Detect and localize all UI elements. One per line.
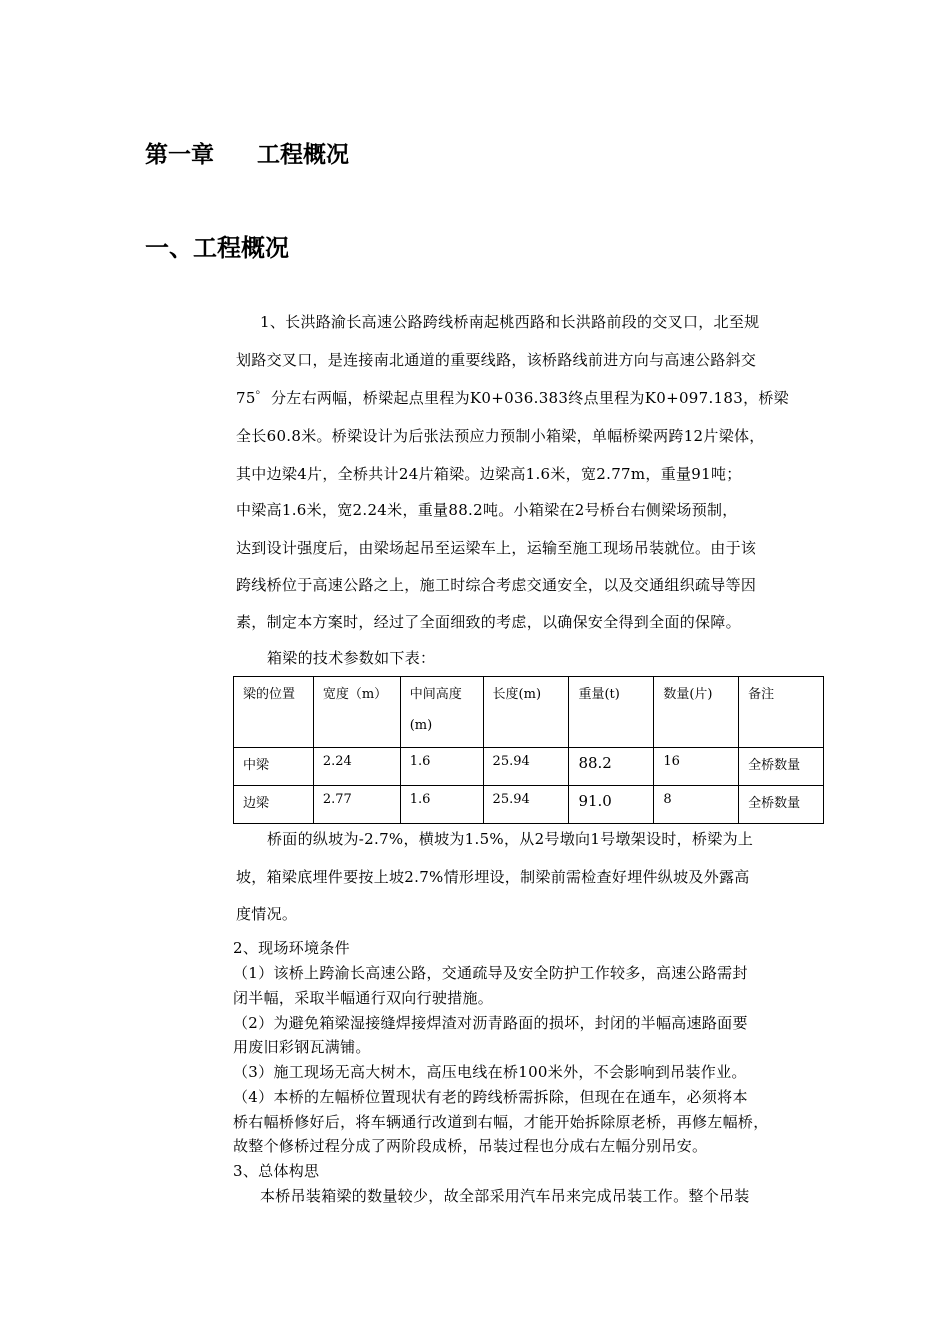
table-cell: 25.94 (483, 748, 569, 786)
chapter-title: 工程概况 (257, 142, 349, 168)
table-cell: 边梁 (234, 786, 314, 824)
paragraph-line: （1）该桥上跨渝长高速公路，交通疏导及安全防护工作较多，高速公路需封 (233, 964, 748, 982)
paragraph-line: 素，制定本方案时，经过了全面细致的考虑，以确保安全得到全面的保障。 (236, 613, 741, 631)
table-cell: 25.94 (483, 786, 569, 824)
paragraph-line: 划路交叉口，是连接南北通道的重要线路，该桥路线前进方向与高速公路斜交 (236, 351, 757, 369)
paragraph-line: 中梁高1.6米，宽2.24米，重量88.2吨。小箱梁在2号桥台右侧梁场预制， (236, 501, 738, 519)
table-cell: 2.77 (313, 786, 400, 824)
table-cell: 全桥数量 (739, 786, 824, 824)
table-caption: 箱梁的技术参数如下表： (267, 649, 436, 667)
table-cell: 88.2 (569, 748, 654, 786)
table-header-cell: 中间高度(m) (400, 677, 483, 748)
section-heading: 一、工程概况 (145, 234, 289, 262)
table-cell: 2.24 (313, 748, 400, 786)
table-header-cell: 长度(m) (483, 677, 569, 748)
paragraph-line: （3）施工现场无高大树木，高压电线在桥100米外，不会影响到吊装作业。 (233, 1063, 747, 1081)
paragraph-line: 桥面的纵坡为-2.7%，横坡为1.5%，从2号墩向1号墩架设时，桥梁为上 (267, 830, 754, 848)
table-header-row (234, 677, 824, 748)
paragraph-line: 75゜分左右两幅，桥梁起点里程为K0+036.383终点里程为K0+097.183，桥梁 (236, 389, 789, 407)
paragraph-line: 1、长洪路渝长高速公路跨线桥南起桃西路和长洪路前段的交叉口，北至规 (260, 313, 760, 331)
table-header-cell: 数量(片) (654, 677, 739, 748)
paragraph-line: 度情况。 (236, 905, 298, 923)
table-cell: 全桥数量 (739, 748, 824, 786)
paragraph-line: 用废旧彩钢瓦满铺。 (233, 1038, 371, 1056)
parameter-table (233, 676, 824, 824)
table-cell: 中梁 (234, 748, 314, 786)
table-cell: 91.0 (569, 786, 654, 824)
table-header-cell: 备注 (739, 677, 824, 748)
chapter-number: 第一章 (145, 142, 214, 168)
paragraph-line: 闭半幅，采取半幅通行双向行驶措施。 (233, 989, 494, 1007)
paragraph-line: 其中边梁4片，全桥共计24片箱梁。边梁高1.6米，宽2.77m，重量91吨； (236, 465, 742, 483)
table-cell: 16 (654, 748, 739, 786)
paragraph-line: 全长60.8米。桥梁设计为后张法预应力预制小箱梁，单幅桥梁两跨12片梁体， (236, 427, 765, 445)
subsection-heading: 3、总体构思 (233, 1162, 320, 1180)
subsection-heading: 2、现场环境条件 (233, 939, 350, 957)
table-header-cell: 梁的位置 (234, 677, 314, 748)
paragraph-line: 跨线桥位于高速公路之上，施工时综合考虑交通安全，以及交通组织疏导等因 (236, 576, 757, 594)
paragraph-line: 坡，箱梁底埋件要按上坡2.7%情形埋设，制梁前需检查好埋件纵坡及外露高 (236, 868, 750, 886)
table-row (234, 748, 824, 786)
paragraph-line: （4）本桥的左幅桥位置现状有老的跨线桥需拆除，但现在在通车，必须将本 (233, 1088, 748, 1106)
table-header-cell: 重量(t) (569, 677, 654, 748)
paragraph-line: 桥右幅桥修好后，将车辆通行改道到右幅，才能开始拆除原老桥，再修左幅桥， (233, 1113, 769, 1131)
paragraph-line: 本桥吊装箱梁的数量较少，故全部采用汽车吊来完成吊装工作。整个吊装 (260, 1187, 750, 1205)
paragraph-line: （2）为避免箱梁湿接缝焊接焊渣对沥青路面的损坏，封闭的半幅高速路面要 (233, 1014, 748, 1032)
paragraph-line: 达到设计强度后，由梁场起吊至运梁车上，运输至施工现场吊装就位。由于该 (236, 539, 757, 557)
table-cell: 8 (654, 786, 739, 824)
table-row (234, 786, 824, 824)
table-cell: 1.6 (400, 786, 483, 824)
chapter-heading (145, 136, 349, 169)
paragraph-line: 故整个修桥过程分成了两阶段成桥，吊装过程也分成右左幅分别吊安。 (233, 1137, 708, 1155)
table-cell: 1.6 (400, 748, 483, 786)
table-header-cell: 宽度（m） (313, 677, 400, 748)
